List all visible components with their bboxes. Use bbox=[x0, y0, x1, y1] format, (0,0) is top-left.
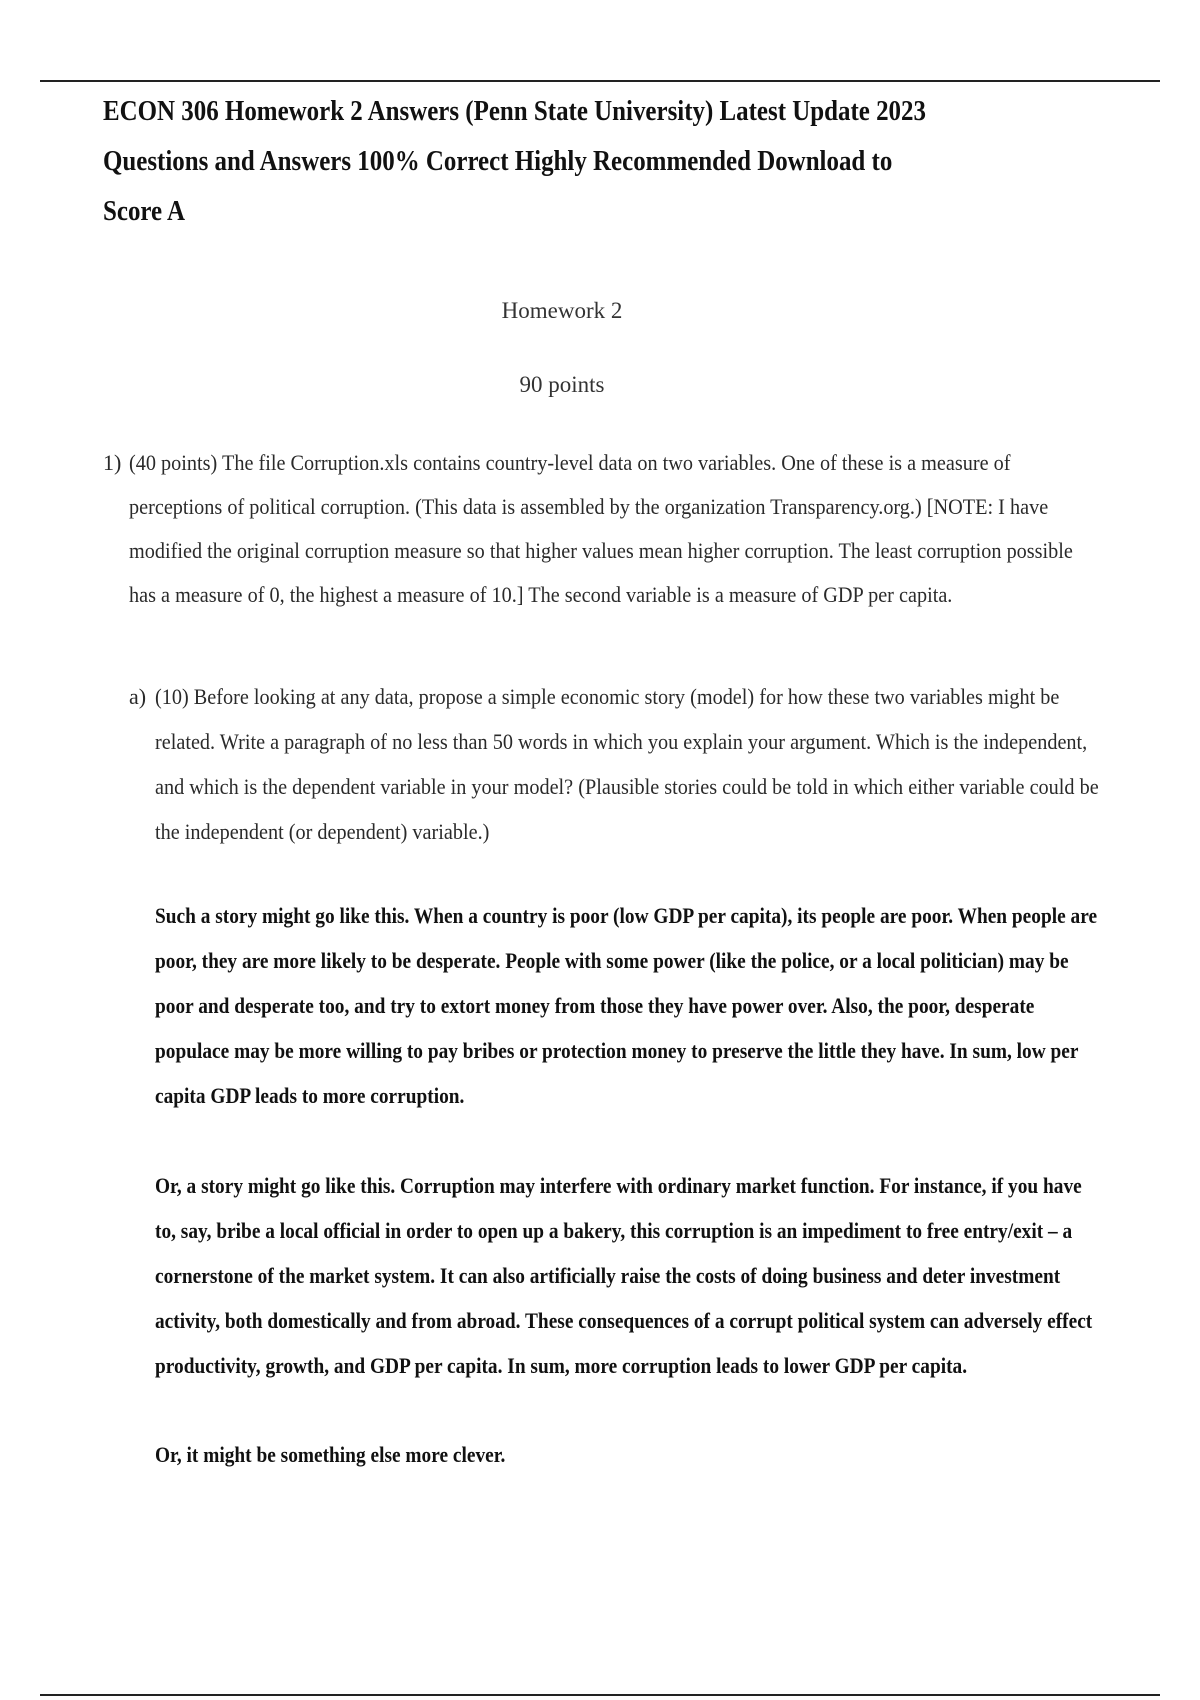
question-1a bbox=[129, 674, 1109, 854]
document-title: ECON 306 Homework 2 Answers (Penn State University) Latest Update 2023 Questions and Answers 100% Correct Highly Recommended Download to Score A bbox=[103, 95, 926, 227]
subquestion-letter: a) bbox=[129, 684, 147, 709]
bottom-divider bbox=[40, 1694, 1160, 1696]
subquestion-text: (10) Before looking at any data, propose a simple economic story (model) for how these two variables might be related. Write a paragraph of no less than 50 words in which you explain your argument. Which is the independent, and which is the dependent variable in your model? (Plausible stories could be told in which either variable could be the independent (or dependent) variable.) bbox=[155, 684, 1099, 844]
homework-title: Homework 2 bbox=[501, 298, 623, 323]
question-text: (40 points) The file Corruption.xls contains country-level data on two variables. One of these is a measure of perceptions of political corruption. (This data is assembled by the organization Transparency.org.) [NOTE: I have modified the original corruption measure so that higher values mean higher corruption. The least corruption possible has a measure of 0, the highest a measure of 10.] The second variable is a measure of GDP per capita. bbox=[129, 450, 1073, 607]
answer-paragraph-1: Such a story might go like this. When a country is poor (low GDP per capita), its people are poor. When people are poor, they are more likely to be desperate. People with some power (like the police, or a local politician) may be poor and desperate too, and try to extort money from those they have power over. Also, the poor, desperate populace may be more willing to pay bribes or protection money to preserve the little they have. In sum, low per capita GDP leads to more corruption. bbox=[155, 903, 1098, 1108]
question-1 bbox=[103, 441, 1113, 617]
answer-paragraph-3: Or, it might be something else more clever. bbox=[155, 1442, 506, 1467]
answer-paragraph-2: Or, a story might go like this. Corruption may interfere with ordinary market function. For instance, if you have to, say, bribe a local official in order to open up a bakery, this corruption is an impediment to free entry/exit – a cornerstone of the market system. It can also artificially raise the costs of doing business and deter investment activity, both domestically and from abroad. These consequences of a corrupt political system can adversely effect productivity, growth, and GDP per capita. In sum, more corruption leads to lower GDP per capita. bbox=[155, 1173, 1093, 1378]
top-divider bbox=[40, 80, 1160, 82]
question-number: 1) bbox=[103, 450, 122, 475]
total-points: 90 points bbox=[519, 372, 605, 397]
